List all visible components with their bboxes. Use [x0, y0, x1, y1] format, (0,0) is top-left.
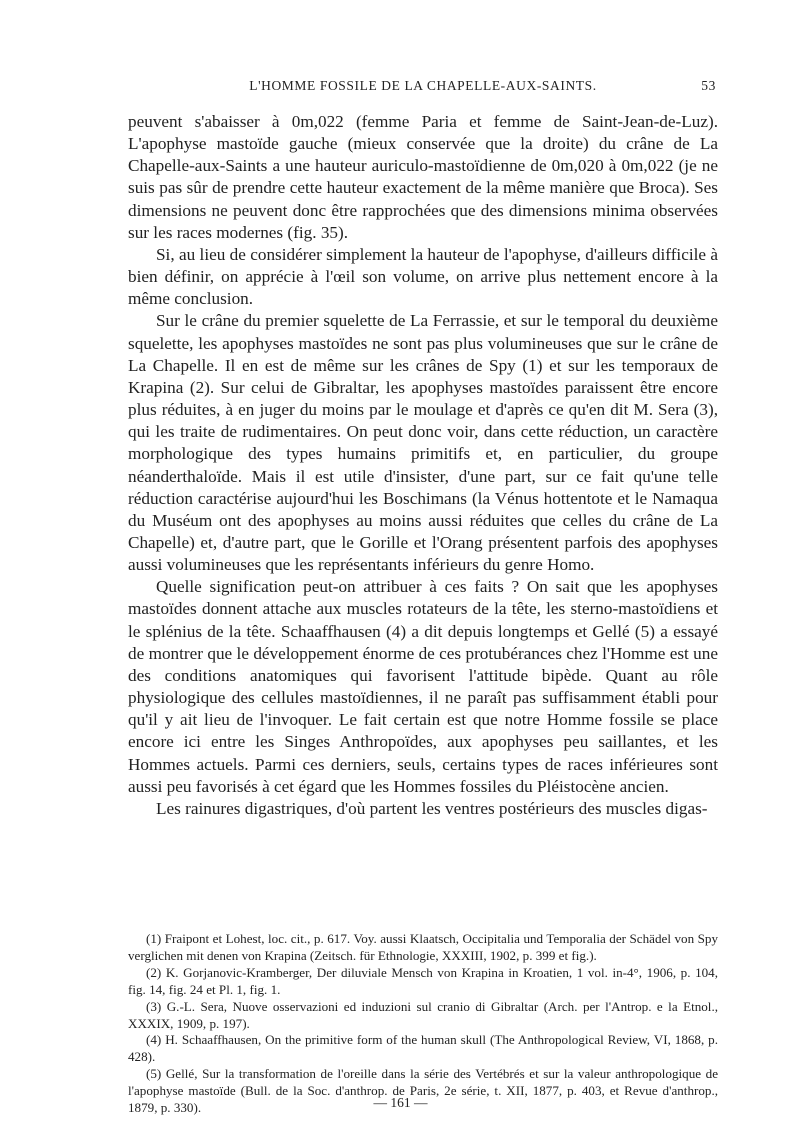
folio: — 161 —	[373, 1095, 428, 1110]
paragraph: Si, au lieu de considérer simplement la hauteur de l'apophyse, d'ailleurs difficile à bien définir, on apprécie à l'œil son volume, on arrive plus nettement encore à la même conclusion.	[128, 244, 718, 309]
body-text	[128, 111, 718, 820]
running-head-title: L'HOMME FOSSILE DE LA CHAPELLE-AUX-SAINTS.	[249, 78, 597, 93]
footnote: (1) Fraipont et Lohest, loc. cit., p. 617. Voy. aussi Klaatsch, Occipitalia und Temporalia der Schädel von Spy verglichen mit denen von Krapina (Zeitsch. für Ethnologie, XXXIII, 1902, p. 399 et fig.).	[128, 931, 718, 963]
page-number: 53	[701, 78, 716, 93]
footnote: (5) Gellé, Sur la transformation de l'oreille dans la série des Vertébrés et sur la valeur anthropologique de l'apophyse mastoïde (Bull. de la Soc. d'anthrop. de Paris, 2e série, t. XII, 1877, p. 403, et Revue d'anthrop., 1879, p. 330).	[128, 1066, 718, 1116]
footnote: (4) H. Schaaffhausen, On the primitive form of the human skull (The Anthropological Review, VI, 1868, p. 428).	[128, 1032, 718, 1065]
running-head	[130, 78, 716, 94]
paragraph: Quelle signification peut-on attribuer à ces faits ? On sait que les apophyses mastoïdes donnent attache aux muscles rotateurs de la tête, les sterno-mastoïdiens et le splénius de la tête. Schaaffhausen (4) a dit depuis longtemps et Gellé (5) a essayé de montrer que le développement énorme de ces protubérances chez l'Homme est une des conditions anatomiques qui favorisent l'attitude bipède. Quant au rôle physiologique des cellules mastoïdiennes, il ne paraît pas suffisamment établi pour qu'il y ait lieu de l'invoquer. Le fait certain est que notre Homme fossile se place encore ici entre les Singes Anthropoïdes, aux apophyses peu saillantes, et les Hommes actuels. Parmi ces derniers, seuls, certains types de races inférieures sont aussi peu favorisés à cet égard que les Hommes fossiles du Pléistocène ancien.	[128, 577, 718, 796]
footnote: (3) G.-L. Sera, Nuove osservazioni ed induzioni sul cranio di Gibraltar (Arch. per l'Antrop. e la Etnol., XXXIX, 1909, p. 197).	[128, 998, 718, 1031]
footnotes	[128, 931, 718, 1117]
footnote: (2) K. Gorjanovic-Kramberger, Der diluviale Mensch von Krapina in Kroatien, 1 vol. in-4°, 1906, p. 104, fig. 14, fig. 24 et Pl. 1, fig. 1.	[128, 964, 718, 997]
paragraph: Sur le crâne du premier squelette de La Ferrassie, et sur le temporal du deuxième squelette, les apophyses mastoïdes ne sont pas plus volumineuses que sur le crâne de La Chapelle. Il en est de même sur les crânes de Spy (1) et sur les temporaux de Krapina (2). Sur celui de Gibraltar, les apophyses mastoïdes paraissent être encore plus réduites, à en juger du moins par le moulage et d'après ce qu'en dit M. Sera (3), qui les traite de rudimentaires. On peut donc voir, dans cette réduction, un caractère morphologique des types humains primitifs et, en particulier, du groupe néanderthaloïde. Mais il est utile d'insister, d'une part, sur ce fait qu'une telle réduction caractérise aujourd'hui les Boschimans (la Vénus hottentote et le Namaqua du Muséum ont des apophyses au moins aussi réduites que celles du crâne de La Chapelle) et, d'autre part, que le Gorille et l'Orang présentent parfois des apophyses aussi volumineuses que les représentants inférieurs du genre Homo.	[128, 311, 718, 575]
paragraph: Les rainures digastriques, d'où partent les ventres postérieurs des muscles digas-	[156, 798, 708, 818]
paragraph: peuvent s'abaisser à 0m,022 (femme Paria et femme de Saint-Jean-de-Luz). L'apophyse mastoïde gauche (mieux conservée que la droite) du crâne de La Chapelle-aux-Saints a une hauteur auriculo-mastoïdienne de 0m,020 à 0m,022 (je ne suis pas sûr de prendre cette hauteur exactement de la même manière que Broca). Ses dimensions ne peuvent donc être rapprochées que des dimensions minima observées sur les races modernes (fig. 35).	[128, 112, 718, 242]
